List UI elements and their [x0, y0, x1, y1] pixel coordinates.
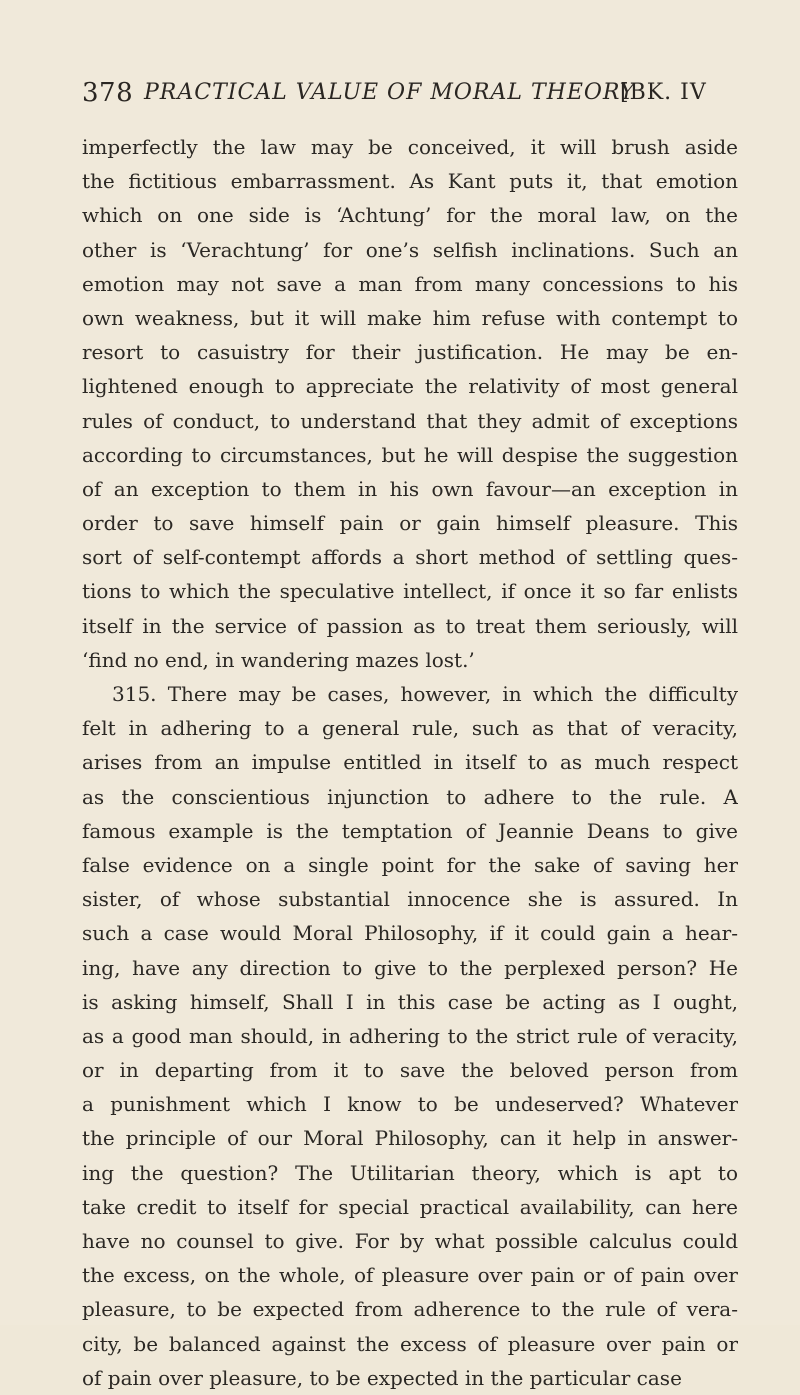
text-line: a punishment which I know to be undeserved? Whatever [82, 1092, 738, 1117]
text-line: false evidence on a single point for the sake of saving her [82, 852, 738, 877]
page-number: 378 [82, 78, 134, 108]
text-line: other is ‘Verachtung’ for one’s selfish inclinations. Such an [82, 237, 738, 262]
text-line: sort of self-contempt affords a short method of settling ques- [82, 545, 738, 570]
text-line: which on one side is ‘Achtung’ for the moral law, on the [82, 203, 738, 228]
text-line: the principle of our Moral Philosophy, can it help in answer- [82, 1126, 738, 1151]
text-line: is asking himself, Shall I in this case be acting as I ought, [82, 989, 738, 1014]
text-line: ing the question? The Utilitarian theory, which is apt to [82, 1160, 738, 1185]
text-line: the excess, on the whole, of pleasure over pain or of pain over [82, 1263, 738, 1288]
text-line: own weakness, but it will make him refuse with contempt to [82, 305, 738, 330]
text-line: as the conscientious injunction to adhere to the rule. A [82, 784, 738, 809]
text-line: lightened enough to appreciate the relativity of most general [82, 374, 738, 399]
text-line: as a good man should, in adhering to the strict rule of veracity, [82, 1023, 738, 1048]
text-line: according to circumstances, but he will despise the suggestion [82, 442, 738, 467]
paragraph-start-line: 315. There may be cases, however, in which the difficulty [112, 682, 738, 706]
text-line: ing, have any direction to give to the perplexed person? He [82, 955, 738, 980]
text-line: tions to which the speculative intellect, if once it so far enlists [82, 579, 738, 604]
text-line: take credit to itself for special practical availability, can here [82, 1194, 738, 1219]
text-line: famous example is the temptation of Jeannie Deans to give [82, 818, 738, 843]
text-line: or in departing from it to save the beloved person from [82, 1058, 738, 1083]
text-line: itself in the service of passion as to treat them seriously, will [82, 613, 738, 638]
text-line: imperfectly the law may be conceived, it will brush aside [82, 135, 738, 159]
running-title: PRACTICAL VALUE OF MORAL THEORY [144, 80, 636, 105]
text-line: rules of conduct, to understand that they admit of exceptions [82, 408, 738, 433]
text-line: such a case would Moral Philosophy, if it could gain a hear- [82, 921, 738, 946]
text-line: ‘find no end, in wandering mazes lost.’ [82, 647, 475, 672]
text-line: resort to casuistry for their justification. He may be en- [82, 340, 738, 365]
text-line: felt in adhering to a general rule, such as that of veracity, [82, 716, 738, 741]
text-line: of pain over pleasure, to be expected in the particular case [82, 1365, 682, 1390]
text-line: city, be balanced against the excess of pleasure over pain or [82, 1331, 738, 1356]
text-line: pleasure, to be expected from adherence to the rule of vera- [82, 1297, 738, 1322]
text-line: order to save himself pain or gain himself pleasure. This [82, 511, 738, 536]
text-line: the fictitious embarrassment. As Kant puts it, that emotion [82, 169, 738, 194]
body-text [82, 130, 738, 1395]
text-line: of an exception to them in his own favour—an exception in [82, 476, 738, 501]
text-line: have no counsel to give. For by what possible calculus could [82, 1229, 738, 1253]
book-marker: [BK. IV [620, 80, 707, 105]
text-line: emotion may not save a man from many concessions to his [82, 271, 738, 296]
page-header [82, 78, 742, 118]
text-line: sister, of whose substantial innocence she is assured. In [82, 887, 738, 912]
text-line: arises from an impulse entitled in itself to as much respect [82, 750, 738, 775]
